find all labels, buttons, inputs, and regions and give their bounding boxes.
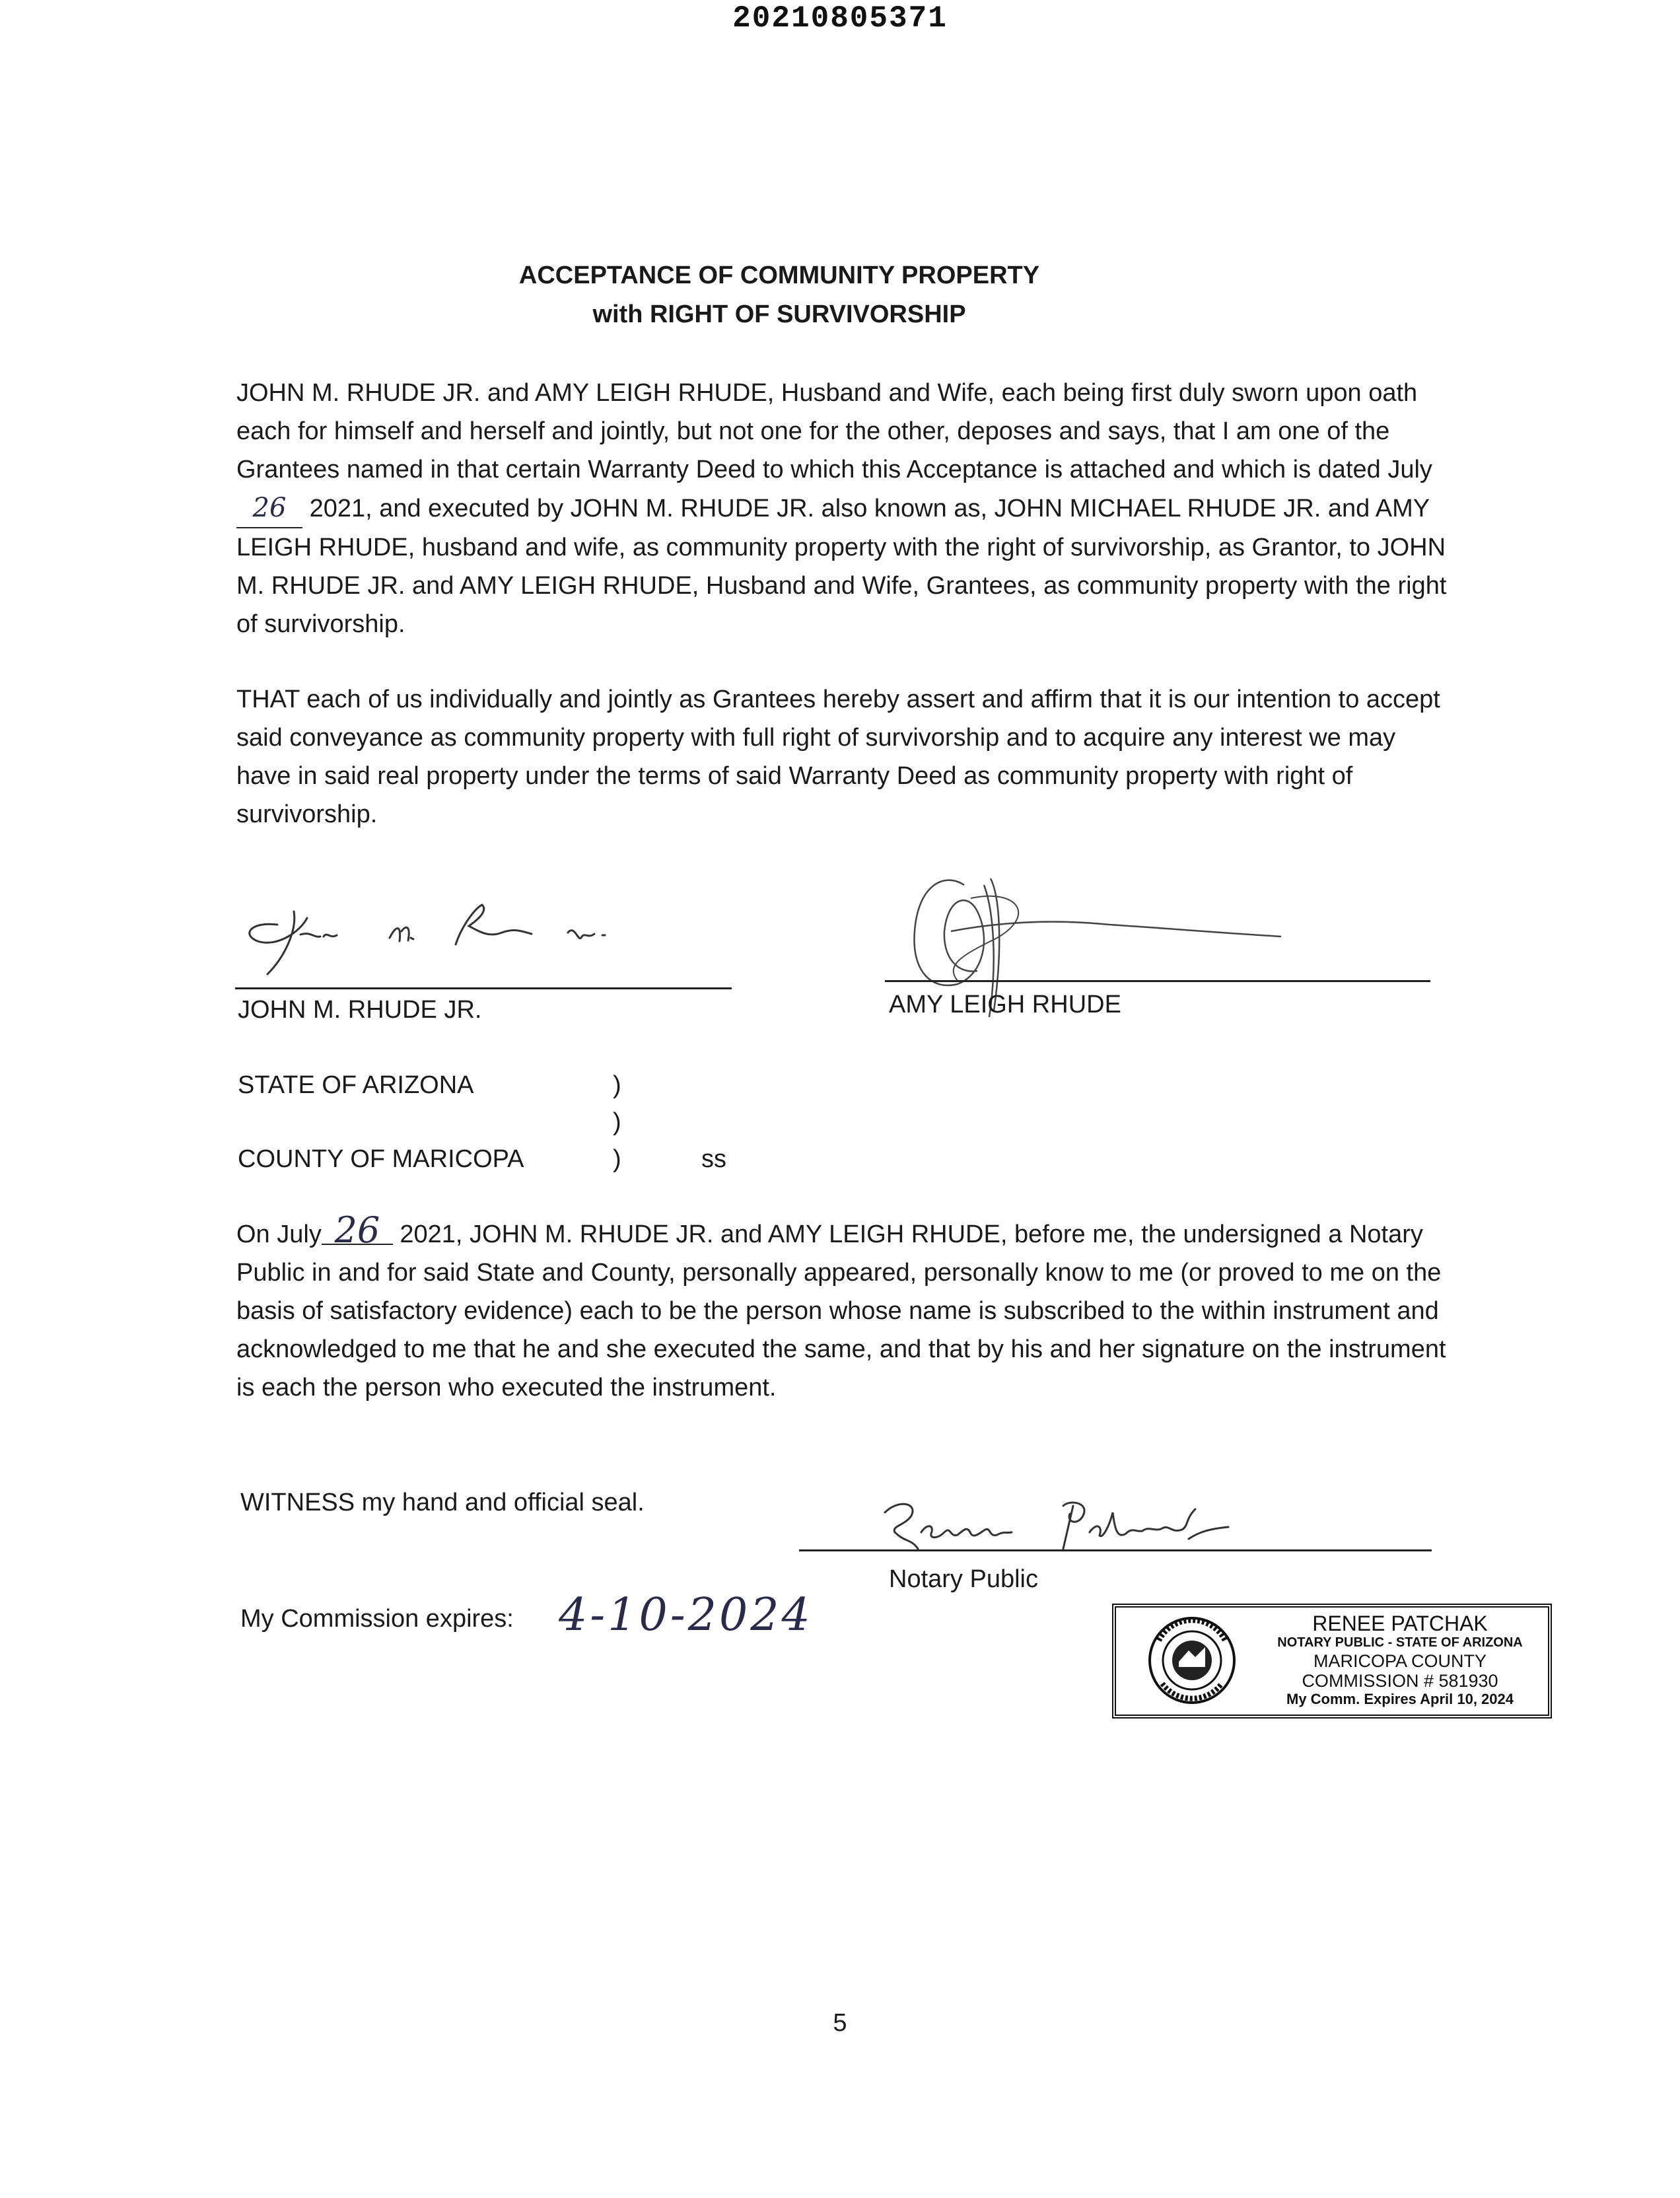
notary-lead: On July	[236, 1221, 322, 1248]
grantee-affidavit-paragraph	[236, 374, 1452, 643]
witness-statement: WITNESS my hand and official seal.	[240, 1489, 645, 1516]
paragraph2-text: THAT each of us individually and jointly as Grantees hereby assert and affirm that it is our intention to accept said conveyance as community property with full right of survivorship and to acquire any interest we may have in said real property under the terms of said Warranty Deed as community property with right of survivorship.	[236, 686, 1440, 828]
handwritten-deed-day: 26	[236, 489, 302, 528]
venue-county: COUNTY OF MARICOPA	[238, 1145, 524, 1173]
handwritten-commission-date: 4-10-2024	[559, 1589, 813, 1641]
seal-commission-number: COMMISSION # 581930	[1302, 1671, 1498, 1691]
notary-acknowledgment-paragraph	[236, 1209, 1458, 1407]
paragraph1-after-date: 2021, and executed by JOHN M. RHUDE JR. also known as, JOHN MICHAEL RHUDE JR. and AMY LEIGH RHUDE, husband and wife, as community property with the right of survivorship, as Grantor, to JOHN M. RHUDE JR. and AMY LEIGH RHUDE, Husband and Wife, Grantees, as community property with the right of survivorship.	[236, 495, 1447, 638]
commission-expires-label: My Commission expires:	[240, 1605, 514, 1633]
seal-expiration: My Comm. Expires April 10, 2024	[1286, 1691, 1514, 1707]
signature-line-amy	[885, 980, 1430, 982]
page-number: 5	[833, 2009, 847, 2037]
venue-paren-3: )	[613, 1145, 621, 1173]
title-line-2: with RIGHT OF SURVIVORSHIP	[592, 301, 966, 328]
venue-paren-2: )	[613, 1108, 621, 1136]
seal-county: MARICOPA COUNTY	[1313, 1651, 1487, 1671]
venue-state: STATE OF ARIZONA	[238, 1071, 474, 1099]
notary-seal-stamp	[1112, 1604, 1552, 1719]
notary-body: 2021, JOHN M. RHUDE JR. and AMY LEIGH RHUDE, before me, the undersigned a Notary Public in and for said State and County, personally appeared, personally know to me (or proved to me on the basis of satisfactory evidence) each to be the person whose name is subscribed to the within instrument and acknowledged to me that he and she executed the same, and that by his and her signature on the instrument is each the person who executed the instrument.	[236, 1221, 1446, 1401]
venue-paren-1: )	[613, 1071, 621, 1099]
paragraph1-before-date: JOHN M. RHUDE JR. and AMY LEIGH RHUDE, Husband and Wife, each being first duly sworn upon oath each for himself and herself and jointly, but not one for the other, deposes and says, that I am one of the Grantees named in that certain Warranty Deed to which this Acceptance is attached and which is dated July	[236, 379, 1432, 483]
state-seal-emblem	[1142, 1614, 1242, 1707]
notary-signature	[872, 1486, 1400, 1559]
signature-line-john	[235, 987, 732, 989]
notary-signature-line	[799, 1549, 1432, 1551]
document-number: 20210805371	[732, 1, 948, 36]
notary-public-label: Notary Public	[889, 1565, 1038, 1593]
signer-name-amy: AMY LEIGH RHUDE	[889, 991, 1121, 1018]
seal-notary-title: NOTARY PUBLIC - STATE OF ARIZONA	[1277, 1635, 1523, 1650]
venue-ss: ss	[701, 1145, 726, 1173]
title-line-1: ACCEPTANCE OF COMMUNITY PROPERTY	[518, 262, 1040, 289]
john-rhude-signature	[238, 885, 634, 977]
affirmation-paragraph	[236, 680, 1452, 833]
seal-notary-name: RENEE PATCHAK	[1312, 1612, 1488, 1635]
handwritten-notary-day: 26	[322, 1217, 393, 1245]
signer-name-john: JOHN M. RHUDE JR.	[238, 996, 482, 1024]
